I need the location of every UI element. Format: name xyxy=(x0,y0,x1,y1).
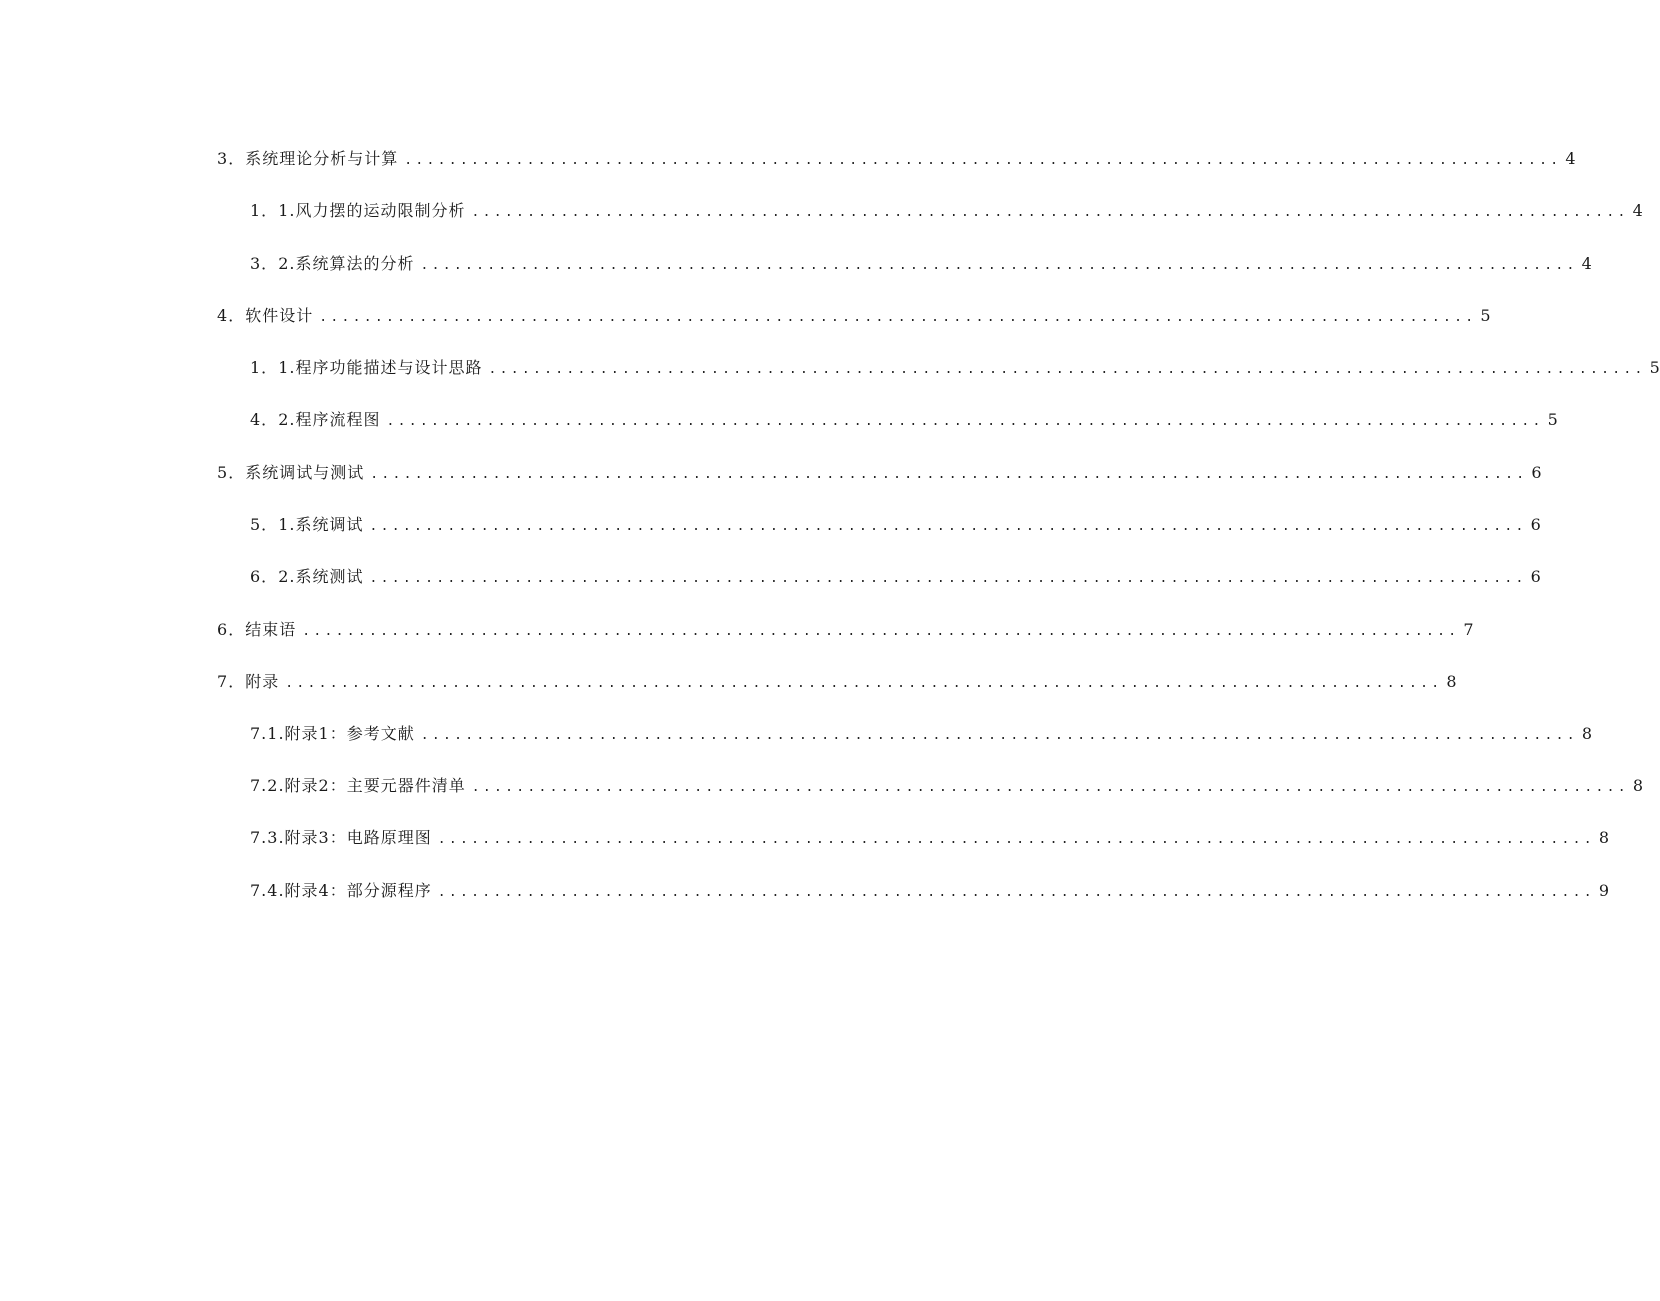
toc-entry-number: 3． xyxy=(250,254,279,273)
toc-entry-page: 6 xyxy=(1531,463,1542,482)
toc-dot-leader: ........................................................................................................ xyxy=(437,885,1595,900)
toc-entry-page: 4 xyxy=(1632,201,1643,220)
toc-entry-number: 7.3. xyxy=(250,828,285,847)
toc-dot-leader: ........................................................................................................ xyxy=(285,676,1443,691)
toc-entry-title: ．结束语 xyxy=(228,620,297,639)
toc-entry-title: 附录4：部分源程序 xyxy=(284,881,432,900)
toc-entry-number: 1． xyxy=(250,201,279,220)
toc-entry-page: 6 xyxy=(1530,567,1541,586)
toc-dot-leader: ........................................................................................................ xyxy=(369,571,1527,586)
toc-entry[interactable] xyxy=(217,618,1474,642)
toc-entry-number: 7 xyxy=(217,672,229,691)
toc-entry[interactable] xyxy=(250,722,1593,746)
toc-entry[interactable] xyxy=(250,356,1660,380)
toc-entry[interactable] xyxy=(217,461,1542,485)
toc-entry-title: ．系统理论分析与计算 xyxy=(228,149,399,168)
toc-entry-title: ．系统调试与测试 xyxy=(228,463,365,482)
toc-entry-number: 5 xyxy=(217,463,229,482)
toc-entry-title: ．软件设计 xyxy=(228,306,314,325)
toc-entry-page: 5 xyxy=(1649,358,1660,377)
toc-entry-number: 4． xyxy=(250,410,279,429)
toc-entry[interactable] xyxy=(250,774,1644,798)
toc-entry-title: 附录1：参考文献 xyxy=(284,724,415,743)
toc-entry[interactable] xyxy=(250,252,1592,276)
toc-entry-title: 1.系统调试 xyxy=(278,515,364,534)
toc-entry-title: 2.系统算法的分析 xyxy=(278,254,415,273)
toc-dot-leader: ........................................................................................................ xyxy=(319,310,1477,325)
toc-entry-number: 3 xyxy=(217,149,229,168)
toc-entry-page: 5 xyxy=(1480,306,1491,325)
toc-entry-title: 附录2：主要元器件清单 xyxy=(284,776,466,795)
toc-dot-leader: ........................................................................................................ xyxy=(471,205,1629,220)
toc-dot-leader: ........................................................................................................ xyxy=(420,728,1578,743)
toc-entry-page: 4 xyxy=(1581,254,1592,273)
toc-dot-leader: ........................................................................................................ xyxy=(437,832,1595,847)
toc-entry-page: 4 xyxy=(1565,149,1576,168)
toc-entry-page: 8 xyxy=(1598,828,1610,847)
toc-entry-number: 4 xyxy=(217,306,229,325)
toc-entry-number: 6． xyxy=(250,567,279,586)
toc-entry-number: 6 xyxy=(217,620,229,639)
toc-entry-page: 8 xyxy=(1581,724,1593,743)
toc-entry-page: 7 xyxy=(1463,620,1474,639)
toc-entry-title: 附录3：电路原理图 xyxy=(284,828,432,847)
toc-entry-title: 1.程序功能描述与设计思路 xyxy=(278,358,483,377)
toc-entry[interactable] xyxy=(250,513,1541,537)
toc-entry[interactable] xyxy=(250,879,1610,903)
toc-entry-number: 7.2. xyxy=(250,776,285,795)
toc-entry[interactable] xyxy=(217,304,1491,328)
toc-entry-page: 9 xyxy=(1598,881,1610,900)
toc-entry-title: 2.系统测试 xyxy=(278,567,364,586)
toc-dot-leader: ........................................................................................................ xyxy=(420,258,1578,273)
toc-dot-leader: ........................................................................................................ xyxy=(471,780,1629,795)
toc-entry[interactable] xyxy=(217,670,1457,694)
toc-entry-page: 8 xyxy=(1632,776,1644,795)
toc-entry[interactable] xyxy=(217,147,1576,171)
toc-dot-leader: ........................................................................................................ xyxy=(302,624,1460,639)
toc-entry-number: 1． xyxy=(250,358,279,377)
toc-entry[interactable] xyxy=(250,199,1643,223)
toc-entry-page: 8 xyxy=(1446,672,1457,691)
toc-entry-title: 1.风力摆的运动限制分析 xyxy=(278,201,466,220)
toc-dot-leader: ........................................................................................................ xyxy=(370,467,1528,482)
toc-entry[interactable] xyxy=(250,565,1541,589)
toc-entry-page: 5 xyxy=(1547,410,1558,429)
toc-dot-leader: ........................................................................................................ xyxy=(386,414,1544,429)
toc-entry-title: ．附录 xyxy=(228,672,280,691)
toc-dot-leader: ........................................................................................................ xyxy=(369,519,1527,534)
toc-entry-number: 7.1. xyxy=(250,724,285,743)
toc-dot-leader: ........................................................................................................ xyxy=(404,153,1562,168)
toc-entry-number: 5． xyxy=(250,515,279,534)
toc-entry-page: 6 xyxy=(1530,515,1541,534)
toc-entry[interactable] xyxy=(250,826,1610,850)
toc-entry-title: 2.程序流程图 xyxy=(278,410,381,429)
toc-entry-number: 7.4. xyxy=(250,881,285,900)
toc-dot-leader: ........................................................................................................ xyxy=(488,362,1646,377)
toc-entry[interactable] xyxy=(250,408,1558,432)
